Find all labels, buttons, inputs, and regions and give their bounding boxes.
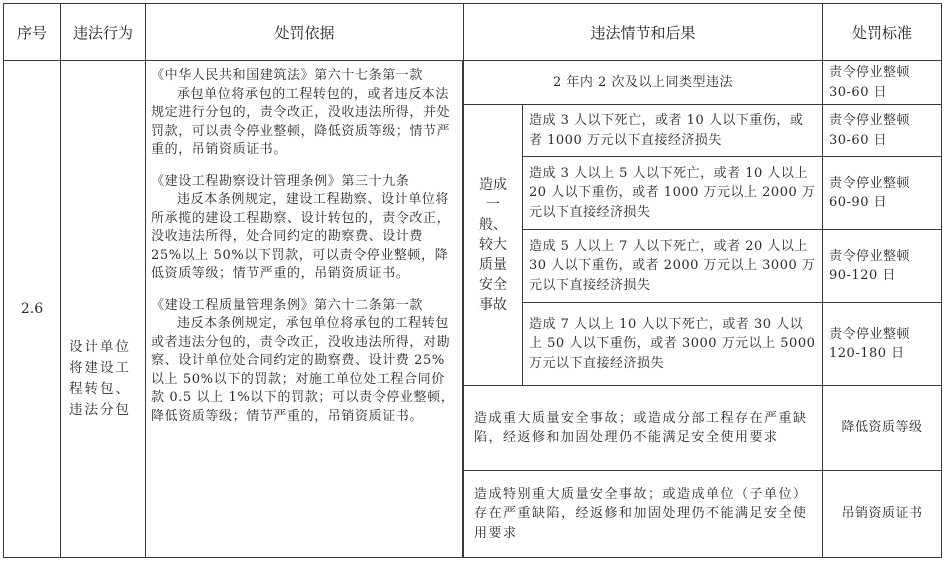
circumstance-cell-3 xyxy=(522,229,823,303)
circumstance-text: 造成重大质量安全事故；或造成分部工程存在严重缺陷，经返修和加固处理仍不能满足安全使用要求 xyxy=(474,410,808,445)
standard-text: 吊销资质证书 xyxy=(841,506,923,522)
standard-text: 责令停业整顿 30-60 日 xyxy=(829,65,911,100)
seq-number: 2.6 xyxy=(20,301,44,317)
standard-text: 降低资质等级 xyxy=(841,420,923,436)
circumstance-cell-5 xyxy=(463,385,823,471)
header-circumstances: 违法情节和后果 xyxy=(463,3,823,61)
circumstance-cell-4 xyxy=(522,302,823,386)
circumstance-cell-1 xyxy=(522,104,823,157)
header-seq: 序号 xyxy=(3,3,61,61)
circumstance-text: 造成特别重大质量安全事故；或造成单位（子单位）存在严重缺陷，经返修和加固处理仍不能满足安全使用要求 xyxy=(474,486,808,541)
behavior-cell xyxy=(60,60,146,558)
basis-text-3: 违反本条例规定，承包单位将承包的工程转包或者违法分包的，责令改正，没收违法所得，对勘察、设计单位处合同约定的勘察费、设计费 25%以上 50%以下的罚款；对施工单位处工程合同价款 0.5 以上 1%以下的罚款；可以责令停业整顿，降低资质等级；情节严重的，吊销资质证书。 xyxy=(151,316,455,424)
circumstance-text: 造成 3 人以下死亡，或者 10 人以下重伤，或者 1000 万元以下直接经济损失 xyxy=(529,113,804,148)
basis-text-1: 承包单位将承包的工程转包的，或者违反本法规定进行分包的，责令改正，没收违法所得，并处罚款，可以责令停业整顿，降低资质等级；情节严重的，吊销资质证书。 xyxy=(151,86,451,157)
standard-cell-2 xyxy=(822,156,942,230)
circumstance-text: 造成 7 人以上 10 人以下死亡，或者 30 人以上 50 人以下重伤，或者 3000 万元以上 5000 万元以下直接经济损失 xyxy=(529,316,816,371)
standard-cell-3 xyxy=(822,229,942,303)
basis-law-1: 《中华人民共和国建筑法》第六十七条第一款 xyxy=(151,68,424,83)
standard-cell-5 xyxy=(822,385,942,471)
behavior-text: 设计单位将建设工程转包、违法分包 xyxy=(69,339,131,418)
circumstance-text: 2 年内 2 次及以上同类型违法 xyxy=(553,74,733,90)
circumstance-cell-0 xyxy=(463,60,823,105)
standard-cell-1 xyxy=(822,104,942,157)
circumstance-text: 造成 3 人以上 5 人以下死亡，或者 10 人以上 20 人以下重伤，或者 1000 万元以上 2000 万元以下直接经济损失 xyxy=(529,165,816,220)
standard-cell-4 xyxy=(822,302,942,386)
basis-law-2: 《建设工程勘察设计管理条例》第三十九条 xyxy=(151,173,410,189)
basis-cell xyxy=(145,60,463,558)
circumstance-cell-2 xyxy=(522,156,823,230)
standard-text: 责令停业整顿 90-120 日 xyxy=(829,248,911,283)
group-label-text: 造成一般、较大质量安全事故 xyxy=(479,177,507,313)
seq-cell xyxy=(3,60,61,558)
standard-text: 责令停业整顿 120-180 日 xyxy=(829,326,911,361)
standard-text: 责令停业整顿 30-60 日 xyxy=(829,113,911,148)
header-standard: 处罚标准 xyxy=(822,3,942,61)
header-behavior: 违法行为 xyxy=(60,3,146,61)
basis-text-2: 违反本条例规定，建设工程勘察、设计单位将所承揽的建设工程勘察、设计转包的，责令改正，没收违法所得，处合同约定的勘察费、设计费 25%以上 50%以下罚款，可以责令停业整顿，降低资质等级；情节严重的，吊销资质证书。 xyxy=(151,192,451,281)
standard-cell-0 xyxy=(822,60,942,105)
standard-text: 责令停业整顿 60-90 日 xyxy=(829,175,911,210)
circumstance-cell-6 xyxy=(463,470,823,558)
circumstance-text: 造成 5 人以上 7 人以下死亡，或者 20 人以上 30 人以下重伤，或者 2000 万元以上 3000 万元以下直接经济损失 xyxy=(529,238,816,293)
header-basis: 处罚依据 xyxy=(145,3,464,61)
basis-law-3: 《建设工程质量管理条例》第六十二条第一款 xyxy=(151,297,424,313)
group-label-cell xyxy=(463,104,523,386)
standard-cell-6 xyxy=(822,470,942,558)
